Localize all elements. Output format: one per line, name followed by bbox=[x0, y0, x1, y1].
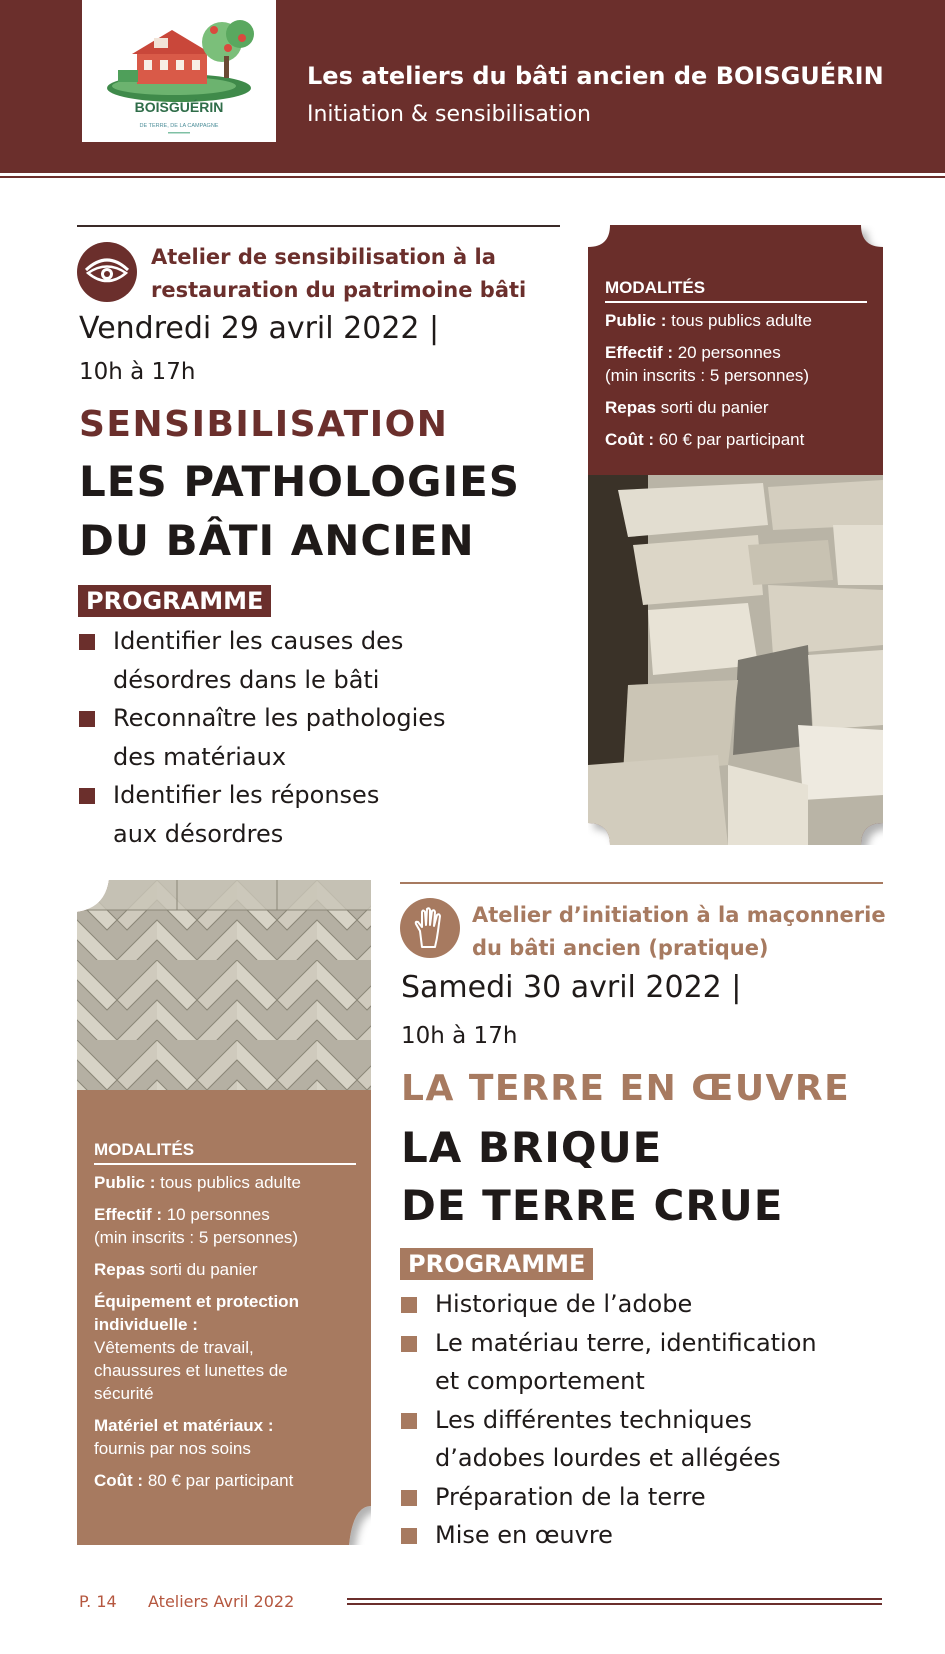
list-item-text: Historique de l’adobe bbox=[435, 1290, 693, 1318]
atelier2-category: LA TERRE EN ŒUVRE bbox=[401, 1068, 851, 1109]
modalites-cout-value: 60 € par participant bbox=[654, 430, 805, 449]
list-item-text: Identifier les réponses bbox=[113, 781, 380, 809]
atelier1-modalites-card bbox=[588, 225, 883, 845]
atelier2-date: Samedi 30 avril 2022 | bbox=[401, 970, 742, 1005]
modalites-equipement-value-3: sécurité bbox=[94, 1384, 154, 1403]
atelier2-program-label: PROGRAMME bbox=[400, 1248, 593, 1280]
modalites-repas bbox=[605, 396, 867, 419]
atelier2-theme-line2: du bâti ancien (pratique) bbox=[472, 936, 769, 960]
bullet-square bbox=[401, 1336, 417, 1352]
modalites-title: MODALITÉS bbox=[605, 278, 706, 297]
logo-illustration bbox=[82, 0, 276, 142]
atelier1-program-label: PROGRAMME bbox=[78, 585, 271, 617]
modalites-equipement-label-2: individuelle : bbox=[94, 1315, 198, 1334]
modalites-effectif bbox=[605, 341, 867, 364]
header-divider bbox=[0, 170, 945, 173]
bullet-square bbox=[79, 711, 95, 727]
modalites-effectif bbox=[94, 1203, 356, 1226]
header-title-bold: BOISGUÉRIN bbox=[715, 62, 884, 90]
bullet-square bbox=[401, 1490, 417, 1506]
atelier2-time: 10h à 17h bbox=[401, 1023, 518, 1049]
atelier1-theme-line1: Atelier de sensibilisation à la bbox=[151, 245, 496, 269]
modalites-repas-label: Repas bbox=[94, 1260, 146, 1279]
footer-rule-thin bbox=[347, 1603, 882, 1605]
modalites-public bbox=[605, 309, 867, 332]
header-title-prefix: Les ateliers du bâti ancien de bbox=[307, 62, 716, 90]
footer-section: Ateliers Avril 2022 bbox=[148, 1592, 295, 1611]
modalites-cout-value: 80 € par participant bbox=[143, 1471, 294, 1490]
bullet-square bbox=[401, 1413, 417, 1429]
hand-icon bbox=[400, 898, 460, 958]
modalites-cout bbox=[605, 428, 867, 451]
modalites-effectif-min: (min inscrits : 5 personnes) bbox=[605, 366, 810, 385]
header-subtitle: Initiation & sensibilisation bbox=[307, 102, 591, 127]
bullet-square bbox=[401, 1528, 417, 1544]
atelier1-theme-line2: restauration du patrimoine bâti bbox=[151, 278, 527, 302]
modalites-effectif-label: Effectif : bbox=[605, 343, 673, 362]
modalites-title: MODALITÉS bbox=[94, 1140, 195, 1159]
header-title bbox=[307, 62, 884, 90]
section1-top-rule bbox=[77, 225, 560, 227]
list-item-text: d’adobes lourdes et allégées bbox=[435, 1444, 781, 1472]
header-divider-thin bbox=[0, 176, 945, 178]
modalites-materiel-label: Matériel et matériaux : bbox=[94, 1416, 274, 1435]
eye-icon bbox=[77, 242, 137, 302]
modalites-repas-value: sorti du panier bbox=[656, 398, 769, 417]
bullet-square bbox=[401, 1297, 417, 1313]
modalites-equipement-value-1: Vêtements de travail, bbox=[94, 1338, 254, 1357]
modalites-effectif-value: 20 personnes bbox=[673, 343, 781, 362]
modalites-repas-label: Repas bbox=[605, 398, 657, 417]
list-item bbox=[401, 1285, 817, 1324]
list-item bbox=[79, 776, 446, 853]
list-item bbox=[401, 1478, 817, 1517]
list-item-text: et comportement bbox=[435, 1367, 645, 1395]
section2-top-rule bbox=[400, 882, 883, 884]
atelier1-date: Vendredi 29 avril 2022 | bbox=[79, 311, 440, 346]
modalites-cout bbox=[94, 1469, 356, 1492]
modalites-materiel-value: fournis par nos soins bbox=[94, 1439, 251, 1458]
page-number: P. 14 bbox=[79, 1592, 117, 1611]
modalites-public-label: Public : bbox=[605, 311, 667, 330]
list-item bbox=[401, 1516, 817, 1555]
list-item-text: Le matériau terre, identification bbox=[435, 1328, 817, 1357]
footer-rule bbox=[347, 1598, 882, 1600]
modalites-rule bbox=[94, 1163, 356, 1165]
list-item-text: Mise en œuvre bbox=[435, 1521, 613, 1549]
modalites-equipement-label-1: Équipement et protection bbox=[94, 1292, 299, 1311]
list-item bbox=[401, 1401, 817, 1478]
logo-text: BOISGUÉRIN bbox=[134, 99, 224, 115]
atelier2-theme-line1: Atelier d’initiation à la maçonnerie bbox=[472, 903, 886, 927]
atelier2-title-line2: DE TERRE CRUE bbox=[401, 1181, 784, 1230]
list-item bbox=[79, 699, 446, 776]
modalites-repas bbox=[94, 1258, 356, 1281]
modalites-cout-label: Coût : bbox=[605, 430, 655, 449]
list-item-text: Identifier les causes des bbox=[113, 627, 404, 655]
modalites-public-value: tous publics adulte bbox=[666, 311, 812, 330]
list-item bbox=[401, 1324, 817, 1401]
modalites-cout-label: Coût : bbox=[94, 1471, 144, 1490]
atelier2-title-line1: LA BRIQUE bbox=[401, 1123, 663, 1172]
modalites-effectif-min: (min inscrits : 5 personnes) bbox=[94, 1228, 299, 1247]
modalites-public-label: Public : bbox=[94, 1173, 156, 1192]
bullet-square bbox=[79, 788, 95, 804]
modalites-equipement-value-2: chaussures et lunettes de bbox=[94, 1361, 288, 1380]
atelier1-time: 10h à 17h bbox=[79, 359, 196, 385]
logo-tagline: DE TERRE, DE LA CAMPAGNE bbox=[139, 123, 219, 129]
bullet-square bbox=[79, 634, 95, 650]
list-item-text: Les différentes techniques bbox=[435, 1405, 752, 1434]
modalites-rule bbox=[605, 301, 867, 303]
atelier1-title-line1: LES PATHOLOGIES bbox=[79, 457, 521, 506]
list-item-text: Reconnaître les pathologies bbox=[113, 704, 446, 732]
boisguerin-logo bbox=[82, 0, 276, 142]
atelier2-modalites-card bbox=[77, 880, 371, 1545]
atelier1-title-line2: DU BÂTI ANCIEN bbox=[79, 516, 475, 565]
list-item-text: aux désordres bbox=[113, 819, 284, 848]
atelier2-program-list bbox=[401, 1285, 817, 1555]
list-item bbox=[79, 622, 446, 699]
modalites-repas-value: sorti du panier bbox=[145, 1260, 258, 1279]
list-item-text: désordres dans le bâti bbox=[113, 665, 380, 694]
atelier1-program-list bbox=[79, 622, 446, 853]
list-item-text: des matériaux bbox=[113, 742, 287, 771]
modalites-effectif-label: Effectif : bbox=[94, 1205, 162, 1224]
atelier1-category: SENSIBILISATION bbox=[79, 404, 449, 445]
modalites-equipement-label bbox=[94, 1290, 356, 1313]
modalites-effectif-value: 10 personnes bbox=[162, 1205, 270, 1224]
list-item-text: Préparation de la terre bbox=[435, 1482, 706, 1511]
modalites-public bbox=[94, 1171, 356, 1194]
modalites-public-value: tous publics adulte bbox=[155, 1173, 301, 1192]
